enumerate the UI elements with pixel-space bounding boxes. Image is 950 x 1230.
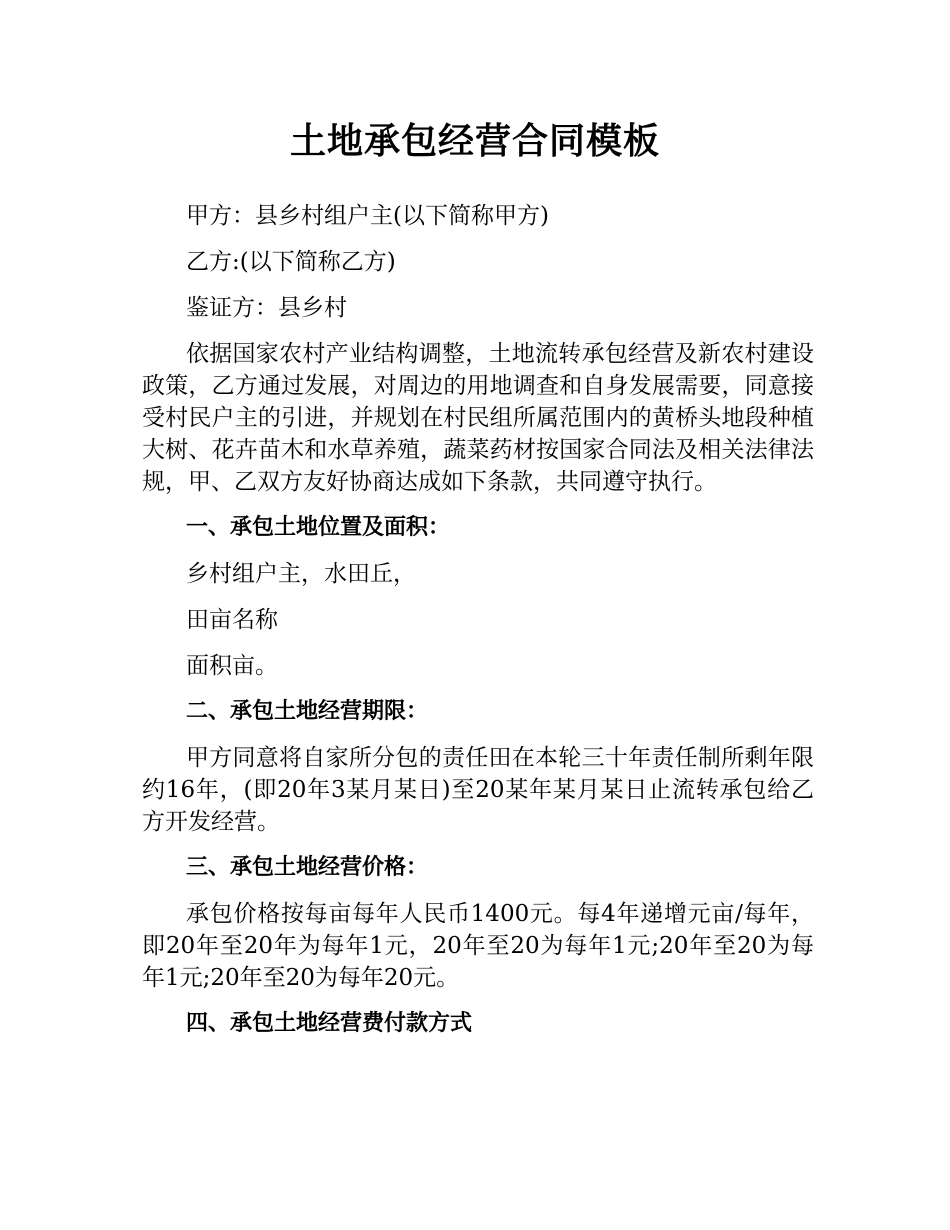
section-2-heading: 二、承包土地经营期限： <box>186 699 429 724</box>
party-b-line: 乙方:(以下简称乙方) <box>186 249 396 275</box>
section-3-heading: 三、承包土地经营价格： <box>186 855 429 880</box>
section-3-paragraph: 承包价格按每亩每年人民币1400元。每4年递增元亩/每年，即20年至20年为每年1元，20年至20为每年1元;20年至20为每年1元;20年至20为每年20元。 <box>142 901 814 991</box>
document-title: 土地承包经营合同模板 <box>289 121 660 162</box>
party-a-line: 甲方：县乡村组户主(以下简称甲方) <box>186 203 549 229</box>
section-2-paragraph: 甲方同意将自家所分包的责任田在本轮三十年责任制所剩年限约16年，(即20年3某月某日)至20某年某月某日止流转承包给乙方开发经营。 <box>142 745 814 835</box>
section-1-line-3: 面积亩。 <box>186 653 278 679</box>
document-body <box>142 200 814 1054</box>
section-1-heading: 一、承包土地位置及面积： <box>186 515 451 540</box>
section-4-heading: 四、承包土地经营费付款方式 <box>186 1011 473 1036</box>
section-1-line-2: 田亩名称 <box>186 607 278 633</box>
witness-line: 鉴证方：县乡村 <box>186 295 347 321</box>
intro-paragraph: 依据国家农村产业结构调整，土地流转承包经营及新农村建设政策，乙方通过发展，对周边的用地调查和自身发展需要，同意接受村民户主的引进，并规划在村民组所属范围内的黄桥头地段种植大树、花卉苗木和水草养殖，蔬菜药材按国家合同法及相关法律法规，甲、乙双方友好协商达成如下条款，共同遵守执行。 <box>142 341 814 495</box>
section-1-line-1: 乡村组户主，水田丘， <box>186 561 416 587</box>
